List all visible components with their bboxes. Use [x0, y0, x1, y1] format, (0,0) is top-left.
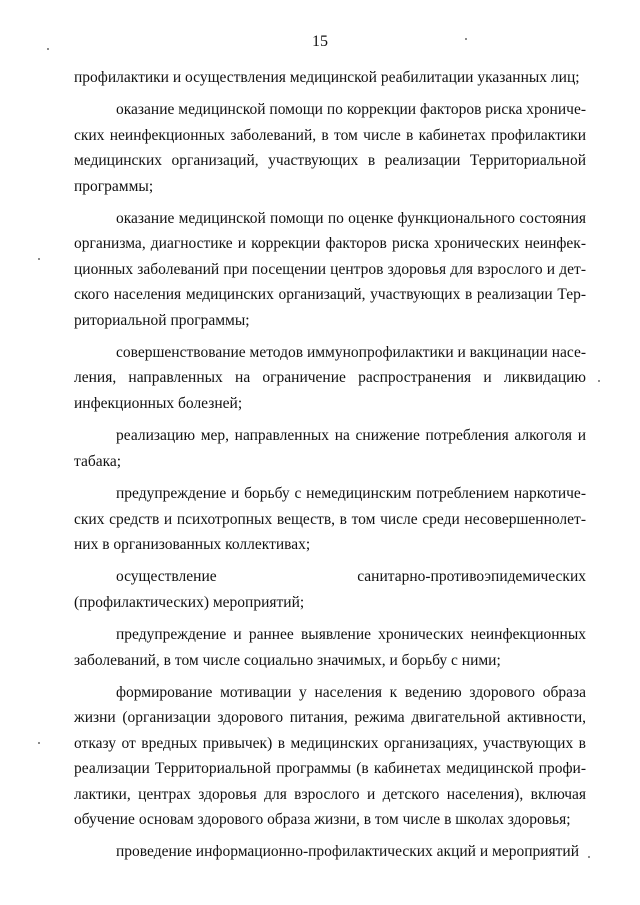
- paragraph: оказание медицинской помощи по коррекции факторов риска хронических неинфекционных заболеваний, в том числе в кабинетах профилактики медицинских организаций, участвующих в реализации Территориальной программы;: [74, 101, 586, 195]
- page-number: 15: [312, 33, 328, 50]
- scan-speck: [38, 258, 40, 260]
- document-body: [74, 65, 586, 872]
- scan-speck: [47, 48, 49, 50]
- scan-speck: [38, 742, 40, 744]
- paragraph: формирование мотивации у населения к ведению здорового образа жизни (организации здорового питания, режима двигательной активности, отказу от вредных привычек) в медицинских организациях, участвующих в реализации Территориальной программы (в кабинетах медицинской профилактики, центрах здоровья для взрослого и детского населения), включая обучение основам здорового образа жизни, в том числе в школах здоровья;: [74, 683, 586, 828]
- paragraph: предупреждение и раннее выявление хронических неинфекционных заболеваний, в том числе социально значимых, и борьбу с ними;: [74, 626, 586, 669]
- paragraph: совершенствование методов иммунопрофилактики и вакцинации населения, направленных на ограничение распространения и ликвидацию инфекционных болезней;: [74, 344, 587, 412]
- paragraph-truncated: проведение информационно-профилактических акций и мероприятий: [116, 843, 580, 861]
- scan-speck: [588, 856, 590, 858]
- scan-speck: [465, 38, 467, 40]
- scan-speck: [598, 380, 600, 382]
- paragraph: оказание медицинской помощи по оценке функционального состояния организма, диагностике и коррекции факторов риска хронических неинфекционных заболеваний при посещении центров здоровья для взрослого и детского населения медицинских организаций, участвующих в реализации Территориальной программы;: [74, 210, 586, 329]
- paragraph: осуществление санитарно-противоэпидемических (профилактических) мероприятий;: [74, 568, 586, 611]
- paragraph-continuation: профилактики и осуществления медицинской реабилитации указанных лиц;: [74, 69, 580, 86]
- paragraph: предупреждение и борьбу с немедицинским потреблением наркотических средств и психотропных веществ, в том числе среди несовершеннолетних в организованных коллективах;: [74, 485, 586, 553]
- paragraph: реализацию мер, направленных на снижение потребления алкоголя и табака;: [74, 427, 586, 470]
